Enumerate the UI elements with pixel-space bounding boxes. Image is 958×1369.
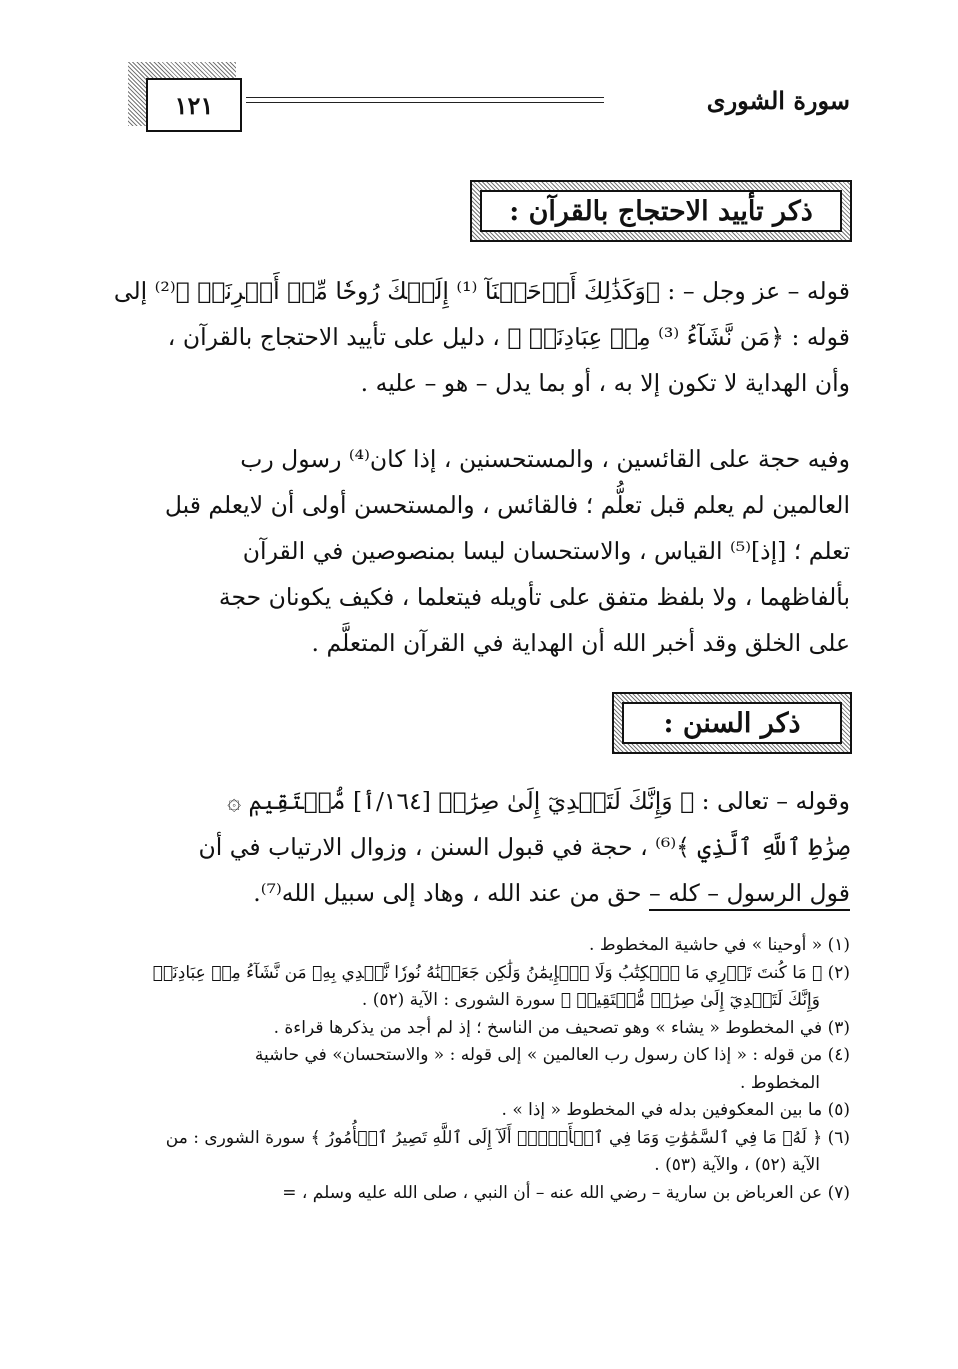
text-span: حق من عند الله ، وهاد إلى سبيل الله⁽⁷⁾. — [253, 879, 650, 907]
footnote: (٦) ﴿ لَهُۥ مَا فِي ٱلسَّمَٰوَٰتِ وَمَا فِي ٱلۡأَرۡضِۗ أَلَآ إِلَى ٱللَّهِ تَصِيرُ ٱلۡأُمُورُ ﴾ سورة الشورى : من — [165, 1127, 850, 1148]
footnote: (٥) ما بين المعكوفين بدله في المخطوط « إذا » . — [501, 1100, 850, 1120]
section-heading: ذكر السنن : — [622, 702, 842, 744]
footnote: (١) « أوحينا » في حاشية المخطوط . — [589, 935, 850, 955]
text-line: قوله : ﴿مَن نَّشَآءُ ⁽³⁾ مِنۡ عِبَادِنَاۚ ﴾ ، دليل على تأييد الاحتجاج بالقرآن ، — [167, 323, 850, 351]
text-line: تعلم ؛ [إذ]⁽⁵⁾ القياس ، والاستحسان ليسا بمنصوصين في القرآن — [242, 537, 850, 565]
text-line: وقوله – تعالى : ﴿ وَإِنَّكَ لَتَهۡدِيٓ إِلَىٰ صِرَٰطٖ [١٦٤/أ] مُّسۡتَقِيمٖ ۞ — [227, 787, 850, 815]
paragraph — [108, 268, 850, 406]
text-line: وأن الهداية لا تكون إلا به ، أو بما يدل – هو – عليه . — [360, 369, 850, 397]
footnote-continuation: المخطوط . — [740, 1072, 820, 1093]
footnote: (٤) من قوله : « إذا كان رسول رب العالمين » إلى قوله : « والاستحسان» في حاشية — [254, 1045, 850, 1065]
footnote: (٧) عن العرباض بن سارية – رضي الله عنه – أن النبي ، صلى الله عليه وسلم ، = — [282, 1182, 850, 1203]
section-heading-frame — [470, 180, 852, 242]
text-line: قوله – عز وجل – : ﴿وَكَذَٰلِكَ أَوۡحَيۡنَآ ⁽¹⁾ إِلَيۡكَ رُوحٗا مِّنۡ أَمۡرِنَاۚ ﴾⁽²⁾ إلى — [113, 277, 850, 305]
text-line: صِرَٰطِ ٱللَّهِ ٱلَّذِي ﴾⁽⁶⁾ ، حجة في قبول السنن ، وزوال الارتياب في أن — [198, 833, 850, 861]
footnote: (٣) في المخطوط « يشاء » وهو تصحيف من الناسخ ؛ إذ لم أجد من يذكرها قراءة . — [273, 1017, 850, 1038]
header-rule — [246, 102, 604, 103]
section-heading: ذكر تأييد الاحتجاج بالقرآن : — [480, 190, 842, 232]
text-line: بألفاظهما ، ولا بلفظ متفق على تأويله فيتعلما ، فكيف يكونان حجة — [218, 583, 850, 611]
paragraph — [108, 778, 850, 916]
text-line: العالمين لم يعلم قبل تعلُّم ؛ فالقائس ، والمستحسن أولى أن لايعلم قبل — [164, 491, 850, 519]
header-rule — [246, 97, 604, 98]
footnote-continuation: وَإِنَّكَ لَتَهۡدِيٓ إِلَىٰ صِرَٰطٖ مُّسۡتَقِيمٖ ﴾ سورة الشورى : الآية (٥٢) . — [361, 990, 820, 1010]
section-heading-frame — [612, 692, 852, 754]
text-line: على الخلق وقد أخبر الله أن الهداية في القرآن المتعلَّم . — [311, 629, 850, 657]
underlined-text: قول الرسول – كله – — [649, 879, 850, 911]
paragraph — [108, 436, 850, 666]
running-title: سورة الشورى — [706, 86, 850, 115]
text-line: وفيه حجة على القائسين ، والمستحسنين ، إذا كان⁽⁴⁾ رسول رب — [240, 445, 850, 473]
footnotes — [108, 932, 850, 1207]
footnote-continuation: الآية (٥٢) ، والآية (٥٣) . — [654, 1155, 820, 1175]
page-number: ١٢١ — [146, 78, 242, 132]
text-line — [108, 870, 850, 916]
footnote: (٢) ﴿ مَا كُنتَ تَدۡرِي مَا ٱلۡكِتَٰبُ وَلَا ٱلۡإِيمَٰنُ وَلَٰكِن جَعَلۡنَٰهُ نُورٗا نَّهۡدِي بِهِۦ مَن نَّشَآءُ مِنۡ عِبَادِنَاۚ — [152, 962, 850, 983]
